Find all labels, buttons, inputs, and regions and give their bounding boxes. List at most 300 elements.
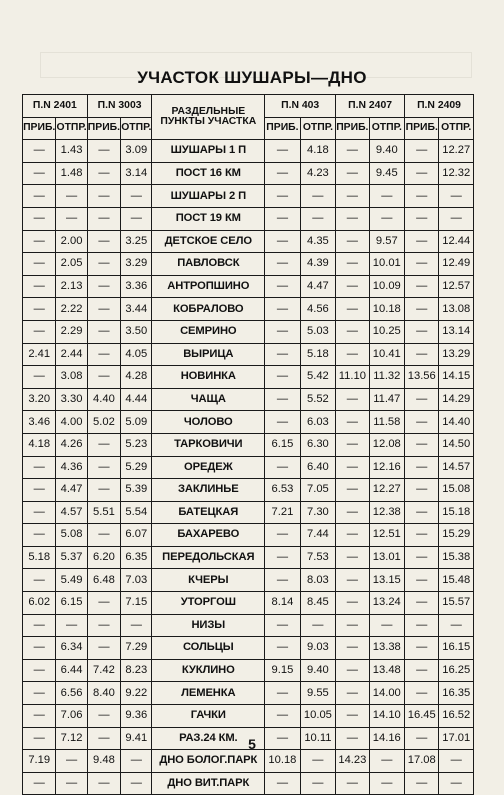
station-name-cell: ПОСТ 19 КМ [152,207,265,230]
t3003-departure-cell: 7.29 [121,637,152,660]
t2407-departure-cell: 9.40 [369,140,404,163]
t2401-arrival-cell: — [23,659,56,682]
t2409-departure-cell: 15.38 [439,546,474,569]
t2407-departure-cell: — [369,750,404,773]
t2409-departure-cell: — [439,185,474,208]
t2409-departure-cell: 12.27 [439,140,474,163]
t403-arrival-cell: — [265,185,300,208]
t2401-departure-cell: 2.44 [56,343,87,366]
t2407-departure-cell: — [369,614,404,637]
t2409-arrival-cell: — [405,388,439,411]
t2407-departure-cell: 14.10 [369,705,404,728]
station-name-cell: ОРЕДЕЖ [152,456,265,479]
t2401-arrival-cell: — [23,185,56,208]
t2407-departure-cell: 14.00 [369,682,404,705]
t3003-departure-cell: 4.44 [121,388,152,411]
t403-arrival-cell: — [265,727,300,750]
t2401-arrival-cell: — [23,275,56,298]
t403-departure-cell: 7.30 [300,501,335,524]
table-row [23,750,474,773]
t2407-departure-cell: 10.25 [369,320,404,343]
t3003-departure-cell: 3.14 [121,162,152,185]
t403-departure-cell: 6.40 [300,456,335,479]
t2407-arrival-cell: — [336,185,369,208]
station-name-cell: АНТРОПШИНО [152,275,265,298]
t2409-arrival-cell: — [405,546,439,569]
t2401-arrival-cell: — [23,772,56,795]
table-row [23,207,474,230]
t3003-arrival-cell: — [87,592,120,615]
arrival-header: ПРИБ. [336,117,369,140]
t2401-arrival-cell: — [23,230,56,253]
t403-departure-cell: 9.55 [300,682,335,705]
t2409-arrival-cell: 13.56 [405,366,439,389]
t403-arrival-cell: 7.21 [265,501,300,524]
t2409-arrival-cell: — [405,162,439,185]
t3003-arrival-cell: 8.40 [87,682,120,705]
t3003-arrival-cell: — [87,366,120,389]
t2407-departure-cell: 11.32 [369,366,404,389]
t2407-arrival-cell: — [336,456,369,479]
t2409-departure-cell: 12.32 [439,162,474,185]
t2401-arrival-cell: — [23,501,56,524]
t2407-arrival-cell: 14.23 [336,750,369,773]
t2409-departure-cell: 14.40 [439,411,474,434]
t403-arrival-cell: 6.15 [265,433,300,456]
t403-departure-cell: — [300,185,335,208]
table-row [23,388,474,411]
t2407-departure-cell: 13.38 [369,637,404,660]
t3003-departure-cell: 3.29 [121,253,152,276]
t403-departure-cell: 4.35 [300,230,335,253]
t403-departure-cell: 4.18 [300,140,335,163]
table-row [23,501,474,524]
t2407-arrival-cell: — [336,479,369,502]
t2401-arrival-cell: — [23,682,56,705]
t2409-departure-cell: 16.35 [439,682,474,705]
t2407-departure-cell: 13.24 [369,592,404,615]
t403-arrival-cell: — [265,569,300,592]
t2409-arrival-cell: — [405,727,439,750]
t403-arrival-cell: — [265,637,300,660]
t403-departure-cell: 4.23 [300,162,335,185]
t403-departure-cell: — [300,772,335,795]
t2407-departure-cell: 11.47 [369,388,404,411]
t2407-departure-cell: 9.57 [369,230,404,253]
t2409-arrival-cell: — [405,637,439,660]
t3003-departure-cell: 4.28 [121,366,152,389]
t403-arrival-cell: — [265,343,300,366]
t403-departure-cell: 5.03 [300,320,335,343]
train-header-2401: П.N 2401 [23,95,88,118]
t2407-arrival-cell: — [336,433,369,456]
table-row [23,682,474,705]
t2401-arrival-cell: — [23,366,56,389]
t2409-departure-cell: 16.52 [439,705,474,728]
t2407-arrival-cell: — [336,637,369,660]
t3003-departure-cell: — [121,185,152,208]
t403-departure-cell: 4.39 [300,253,335,276]
station-name-cell: НИЗЫ [152,614,265,637]
station-name-cell: УТОРГОШ [152,592,265,615]
t2409-departure-cell: — [439,772,474,795]
t2401-departure-cell: 2.13 [56,275,87,298]
t2409-departure-cell: 15.18 [439,501,474,524]
t2407-departure-cell: 12.27 [369,479,404,502]
t2407-departure-cell: — [369,772,404,795]
station-column-header [152,95,265,140]
t3003-arrival-cell: — [87,614,120,637]
t403-arrival-cell: — [265,772,300,795]
t2401-arrival-cell: — [23,637,56,660]
t2407-arrival-cell: — [336,546,369,569]
t3003-arrival-cell: 5.51 [87,501,120,524]
t403-arrival-cell: — [265,140,300,163]
t2407-arrival-cell: — [336,320,369,343]
t403-arrival-cell: — [265,162,300,185]
station-name-cell: ТАРКОВИЧИ [152,433,265,456]
t403-arrival-cell: — [265,456,300,479]
t2401-arrival-cell: — [23,479,56,502]
table-row [23,343,474,366]
station-name-cell: ДЕТСКОЕ СЕЛО [152,230,265,253]
t2409-arrival-cell: — [405,524,439,547]
t2401-departure-cell: 3.30 [56,388,87,411]
t403-arrival-cell: — [265,524,300,547]
t3003-arrival-cell: — [87,343,120,366]
train-header-403: П.N 403 [265,95,336,118]
station-name-cell: ДНО ВИТ.ПАРК [152,772,265,795]
t2409-departure-cell: 16.25 [439,659,474,682]
t2401-departure-cell: 2.00 [56,230,87,253]
t2407-departure-cell: 12.51 [369,524,404,547]
t3003-departure-cell: 8.23 [121,659,152,682]
t2407-arrival-cell: — [336,501,369,524]
t3003-arrival-cell: 6.20 [87,546,120,569]
t2409-arrival-cell: — [405,433,439,456]
departure-header: ОТПР. [300,117,335,140]
table-row [23,411,474,434]
t2407-departure-cell: — [369,185,404,208]
t403-arrival-cell: 6.53 [265,479,300,502]
t403-departure-cell: 5.18 [300,343,335,366]
t3003-departure-cell: 3.44 [121,298,152,321]
t3003-departure-cell: 5.29 [121,456,152,479]
t3003-arrival-cell: — [87,298,120,321]
station-name-cell: ВЫРИЦА [152,343,265,366]
departure-header: ОТПР. [369,117,404,140]
t2409-departure-cell: 15.48 [439,569,474,592]
t2409-departure-cell: — [439,207,474,230]
t2401-departure-cell: 2.05 [56,253,87,276]
table-row [23,659,474,682]
t2407-departure-cell: 12.08 [369,433,404,456]
table-row [23,230,474,253]
t2409-departure-cell: 12.57 [439,275,474,298]
t2407-departure-cell: 10.09 [369,275,404,298]
t2407-arrival-cell: 11.10 [336,366,369,389]
t2409-arrival-cell: — [405,614,439,637]
t2407-arrival-cell: — [336,727,369,750]
station-name-cell: ЗАКЛИНЬЕ [152,479,265,502]
t2401-arrival-cell: 4.18 [23,433,56,456]
t2409-departure-cell: — [439,750,474,773]
page-title: УЧАСТОК ШУШАРЫ—ДНО [137,68,367,87]
t2401-departure-cell: 5.37 [56,546,87,569]
t2401-arrival-cell: — [23,162,56,185]
table-row [23,772,474,795]
t2407-departure-cell: 12.16 [369,456,404,479]
t3003-departure-cell: 9.41 [121,727,152,750]
t2409-arrival-cell: — [405,230,439,253]
t2409-departure-cell: 12.49 [439,253,474,276]
t2409-arrival-cell: — [405,411,439,434]
t403-departure-cell: 7.44 [300,524,335,547]
t3003-departure-cell: 3.09 [121,140,152,163]
t2401-departure-cell: — [56,772,87,795]
t3003-departure-cell: 3.36 [121,275,152,298]
t403-departure-cell: 7.05 [300,479,335,502]
t3003-arrival-cell: — [87,207,120,230]
station-name-cell: ПЕРЕДОЛЬСКАЯ [152,546,265,569]
t2401-arrival-cell: 3.20 [23,388,56,411]
t3003-arrival-cell: — [87,185,120,208]
t403-arrival-cell: — [265,207,300,230]
t2401-departure-cell: 4.00 [56,411,87,434]
t2401-departure-cell: 4.26 [56,433,87,456]
t2401-departure-cell: 6.56 [56,682,87,705]
t2407-arrival-cell: — [336,275,369,298]
t2409-arrival-cell: — [405,501,439,524]
station-name-cell: ШУШАРЫ 1 П [152,140,265,163]
table-row [23,569,474,592]
t2401-arrival-cell: — [23,320,56,343]
arrival-header: ПРИБ. [405,117,439,140]
t3003-departure-cell: 3.25 [121,230,152,253]
t403-arrival-cell: — [265,546,300,569]
t2407-departure-cell: 13.48 [369,659,404,682]
table-row [23,185,474,208]
t2401-arrival-cell: — [23,456,56,479]
t2401-departure-cell: 1.43 [56,140,87,163]
t3003-departure-cell: 5.54 [121,501,152,524]
t2401-arrival-cell: — [23,298,56,321]
t2401-departure-cell: 5.08 [56,524,87,547]
t2407-arrival-cell: — [336,230,369,253]
t2407-departure-cell: 11.58 [369,411,404,434]
t3003-departure-cell: 6.07 [121,524,152,547]
departure-header: ОТПР. [121,117,152,140]
t403-arrival-cell: — [265,230,300,253]
train-header-2409: П.N 2409 [405,95,474,118]
t2407-arrival-cell: — [336,140,369,163]
t403-departure-cell: 6.03 [300,411,335,434]
departure-header: ОТПР. [56,117,87,140]
t403-arrival-cell: — [265,411,300,434]
t3003-arrival-cell: — [87,140,120,163]
t2401-arrival-cell: — [23,705,56,728]
t403-departure-cell: 6.30 [300,433,335,456]
t2409-arrival-cell: — [405,592,439,615]
t2401-arrival-cell: — [23,140,56,163]
t403-departure-cell: — [300,207,335,230]
t403-arrival-cell: — [265,366,300,389]
t2409-arrival-cell: — [405,253,439,276]
t2407-arrival-cell: — [336,682,369,705]
t2409-departure-cell: 13.29 [439,343,474,366]
station-name-cell: ШУШАРЫ 2 П [152,185,265,208]
t2409-departure-cell: 13.08 [439,298,474,321]
t2401-departure-cell: 2.29 [56,320,87,343]
t2409-arrival-cell: — [405,479,439,502]
station-name-cell: ЛЕМЕНКА [152,682,265,705]
t403-departure-cell: 10.11 [300,727,335,750]
table-row [23,162,474,185]
page-number: 5 [248,736,256,752]
t403-arrival-cell: 8.14 [265,592,300,615]
t2401-departure-cell: 6.15 [56,592,87,615]
t2407-arrival-cell: — [336,705,369,728]
table-row [23,637,474,660]
t2401-arrival-cell: — [23,614,56,637]
t2407-departure-cell: — [369,207,404,230]
t2401-arrival-cell: 7.19 [23,750,56,773]
t2407-departure-cell: 10.01 [369,253,404,276]
t2409-arrival-cell: — [405,343,439,366]
table-row [23,614,474,637]
t403-arrival-cell: — [265,275,300,298]
t3003-arrival-cell: 7.42 [87,659,120,682]
t403-departure-cell: 5.52 [300,388,335,411]
t3003-arrival-cell: — [87,456,120,479]
t2409-arrival-cell: — [405,320,439,343]
timetable [22,94,474,795]
t2401-arrival-cell: 5.18 [23,546,56,569]
t3003-departure-cell: — [121,207,152,230]
t2407-arrival-cell: — [336,772,369,795]
station-name-cell: ПАВЛОВСК [152,253,265,276]
t2409-departure-cell: 14.29 [439,388,474,411]
t2407-arrival-cell: — [336,298,369,321]
t403-departure-cell: — [300,614,335,637]
arrival-header: ПРИБ. [265,117,300,140]
t2401-departure-cell: 4.57 [56,501,87,524]
station-name-cell: ДНО БОЛОГ.ПАРК [152,750,265,773]
t2407-departure-cell: 13.15 [369,569,404,592]
table-row [23,140,474,163]
t3003-arrival-cell: — [87,253,120,276]
t403-departure-cell: 7.53 [300,546,335,569]
t3003-arrival-cell: — [87,524,120,547]
table-row [23,320,474,343]
t2401-departure-cell: — [56,750,87,773]
t3003-arrival-cell: 6.48 [87,569,120,592]
t3003-arrival-cell: 9.48 [87,750,120,773]
t2407-arrival-cell: — [336,659,369,682]
t2401-departure-cell: — [56,207,87,230]
t2409-arrival-cell: — [405,207,439,230]
t2409-arrival-cell: 17.08 [405,750,439,773]
t2401-departure-cell: 4.47 [56,479,87,502]
t3003-arrival-cell: — [87,772,120,795]
t2409-departure-cell: 13.14 [439,320,474,343]
t3003-arrival-cell: — [87,433,120,456]
t2409-departure-cell: 14.15 [439,366,474,389]
table-row [23,366,474,389]
t2401-departure-cell: 7.12 [56,727,87,750]
t3003-departure-cell: — [121,614,152,637]
t2401-departure-cell: — [56,185,87,208]
t2401-arrival-cell: 3.46 [23,411,56,434]
t3003-departure-cell: — [121,750,152,773]
t2407-arrival-cell: — [336,411,369,434]
t3003-arrival-cell: — [87,727,120,750]
t3003-arrival-cell: 4.40 [87,388,120,411]
t403-departure-cell: 4.56 [300,298,335,321]
t2401-arrival-cell: — [23,524,56,547]
t403-arrival-cell: — [265,253,300,276]
t403-arrival-cell: 9.15 [265,659,300,682]
table-row [23,456,474,479]
t3003-departure-cell: 9.22 [121,682,152,705]
t2409-arrival-cell: — [405,298,439,321]
t2407-departure-cell: 9.45 [369,162,404,185]
table-row [23,275,474,298]
t2401-arrival-cell: 6.02 [23,592,56,615]
t2409-arrival-cell: — [405,140,439,163]
table-row [23,253,474,276]
t3003-arrival-cell: 5.02 [87,411,120,434]
departure-header: ОТПР. [439,117,474,140]
t403-arrival-cell: — [265,320,300,343]
t2409-arrival-cell: — [405,682,439,705]
t2407-departure-cell: 12.38 [369,501,404,524]
t2407-departure-cell: 14.16 [369,727,404,750]
station-name-cell: ГАЧКИ [152,705,265,728]
t2409-departure-cell: 15.08 [439,479,474,502]
t3003-arrival-cell: — [87,637,120,660]
t3003-arrival-cell: — [87,162,120,185]
t3003-departure-cell: 7.03 [121,569,152,592]
t403-arrival-cell: — [265,614,300,637]
table-row [23,433,474,456]
t2407-arrival-cell: — [336,253,369,276]
t403-departure-cell: 5.42 [300,366,335,389]
t403-departure-cell: 9.40 [300,659,335,682]
t2401-arrival-cell: — [23,727,56,750]
t2401-departure-cell: 6.44 [56,659,87,682]
t2401-arrival-cell: — [23,207,56,230]
t2401-departure-cell: — [56,614,87,637]
t3003-arrival-cell: — [87,705,120,728]
table-row [23,479,474,502]
t3003-arrival-cell: — [87,275,120,298]
station-name-cell: ПОСТ 16 КМ [152,162,265,185]
t403-departure-cell: 10.05 [300,705,335,728]
t2407-arrival-cell: — [336,614,369,637]
t2409-departure-cell: 17.01 [439,727,474,750]
t2401-arrival-cell: — [23,253,56,276]
station-name-cell: КОБРАЛОВО [152,298,265,321]
table-row [23,546,474,569]
t2409-departure-cell: 14.57 [439,456,474,479]
t2401-departure-cell: 2.22 [56,298,87,321]
t2409-arrival-cell: — [405,275,439,298]
t3003-arrival-cell: — [87,320,120,343]
t403-arrival-cell: — [265,298,300,321]
t2407-arrival-cell: — [336,388,369,411]
station-name-cell: БАТЕЦКАЯ [152,501,265,524]
